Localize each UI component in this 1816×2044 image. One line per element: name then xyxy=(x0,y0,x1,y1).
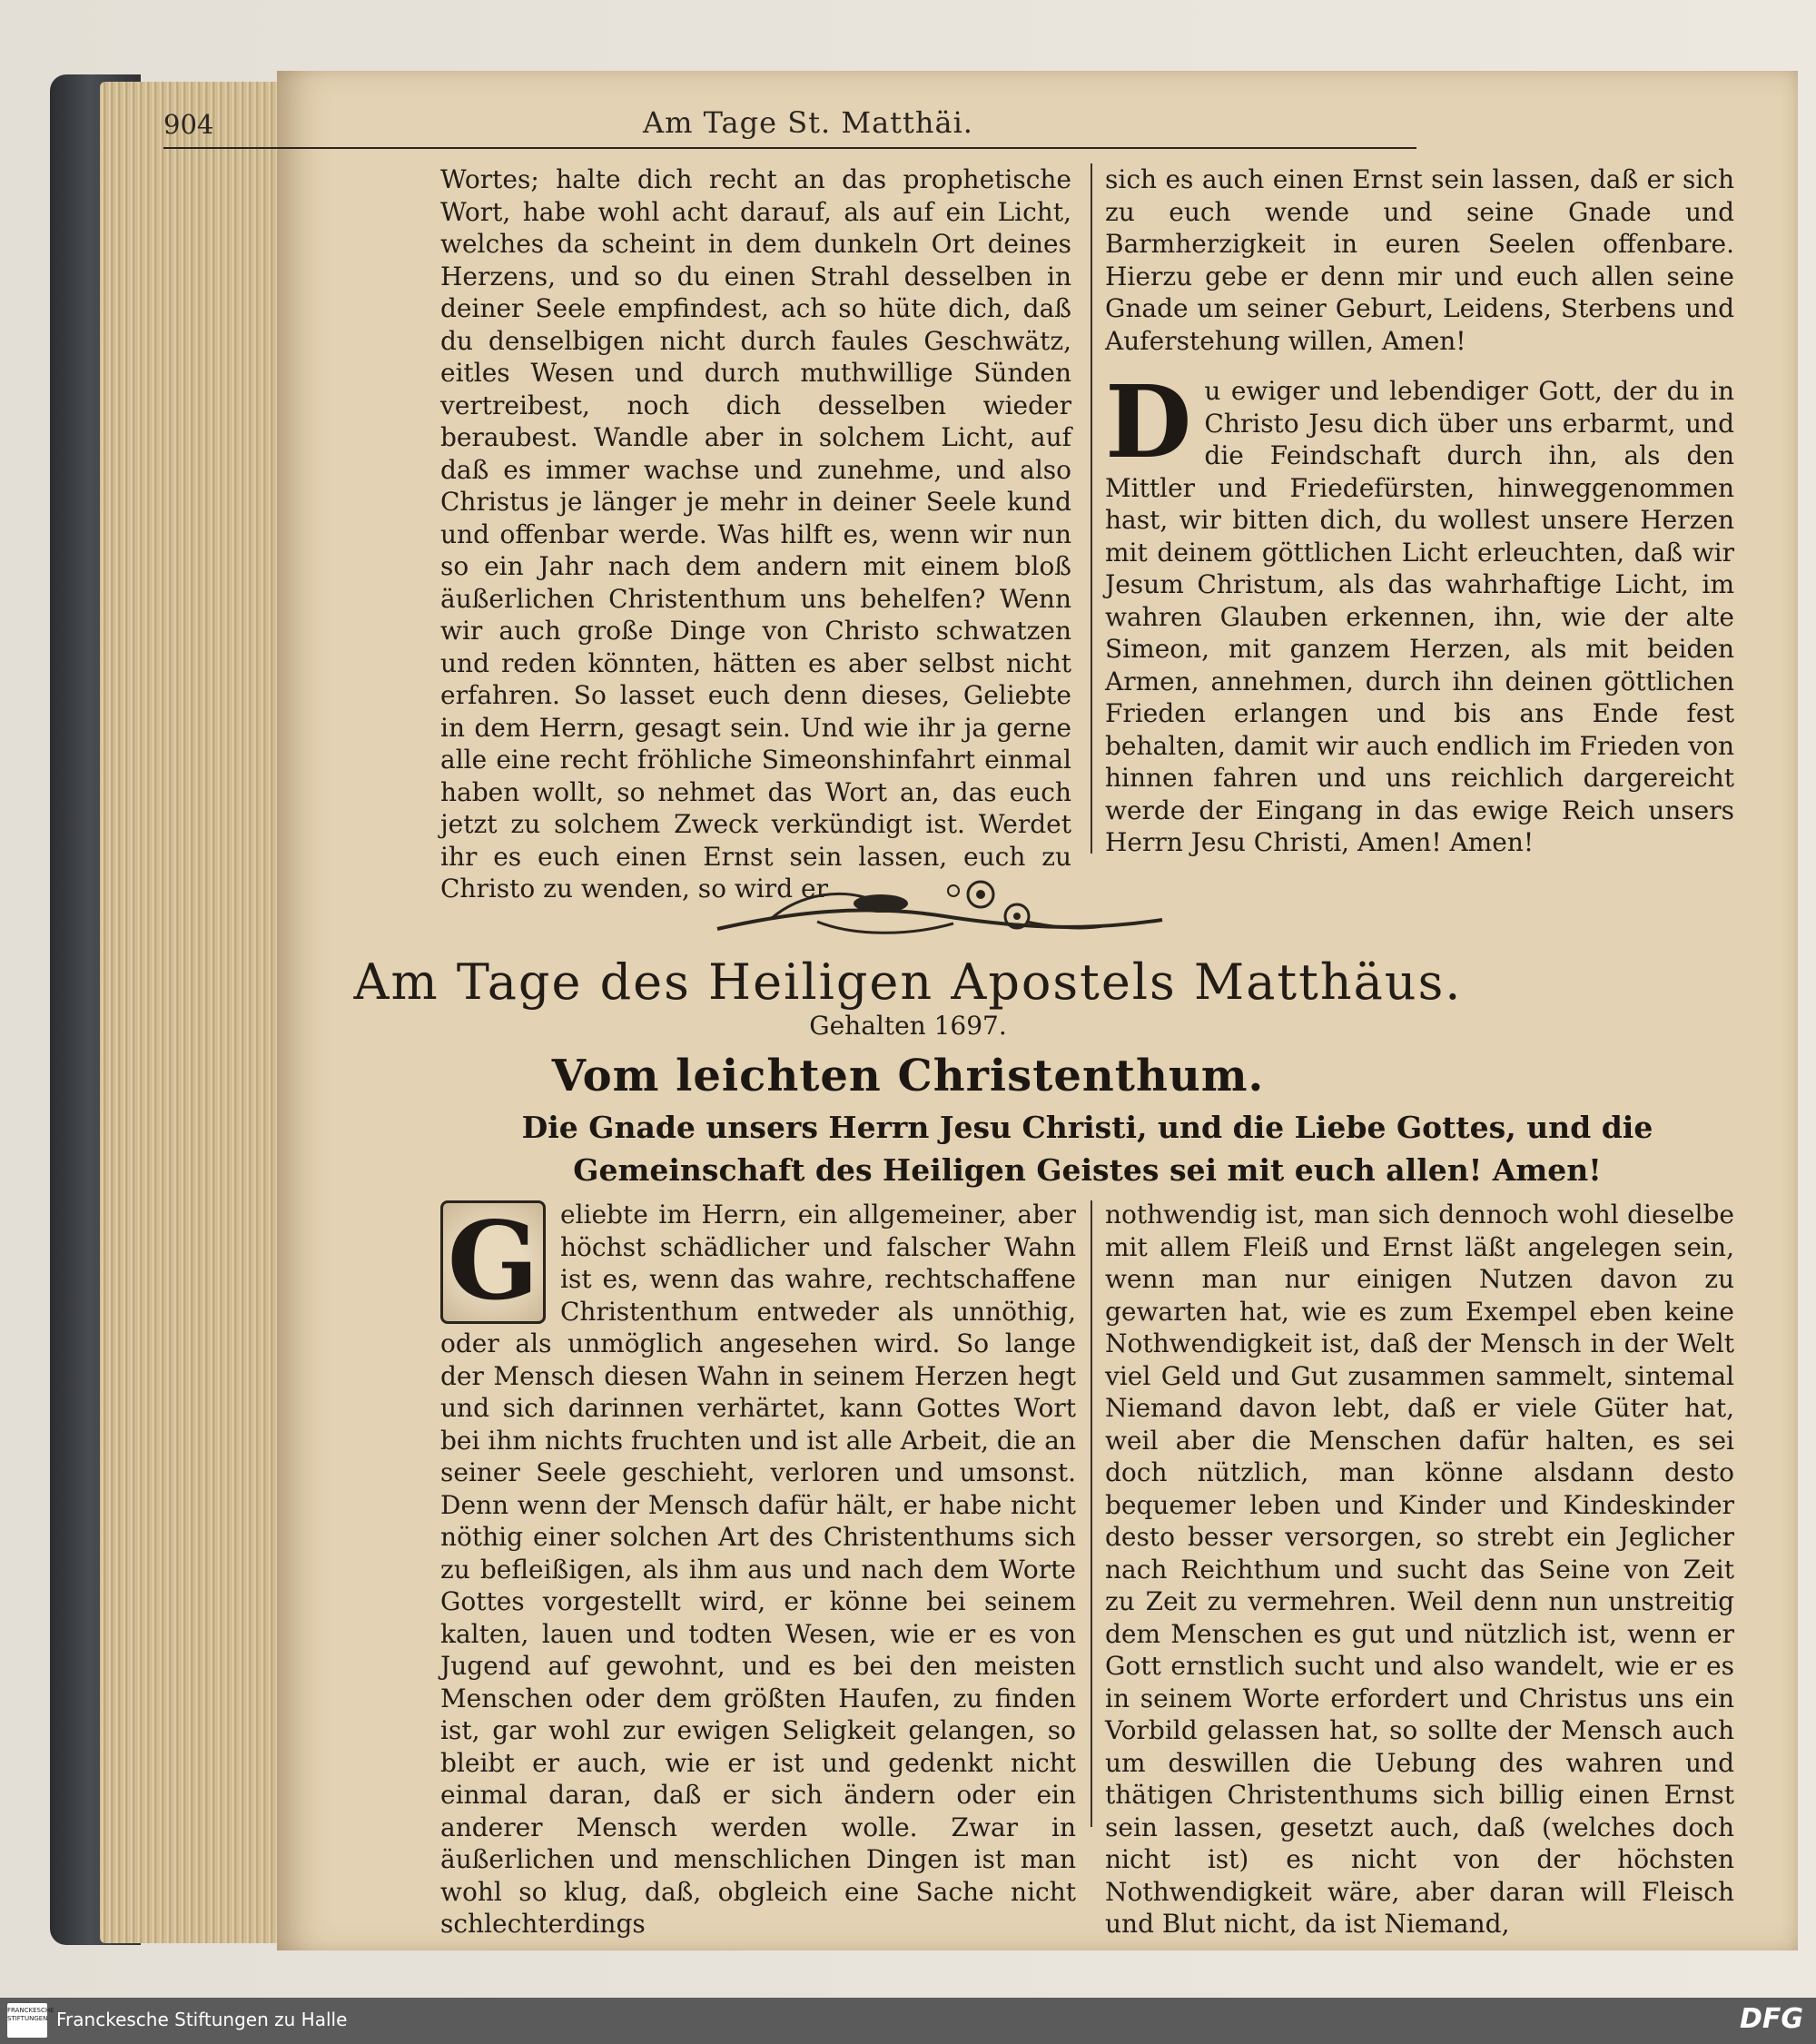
running-title: Am Tage St. Matthäi. xyxy=(643,105,973,140)
upper-right-intro: sich es auch einen Ernst sein lassen, daß er sich zu euch wende und seine Gnade und Barmherzigkeit in euren Seelen offenbare. Hierzu gebe er denn mir und euch allen seine Gnade um seiner Geburt, Leidens, Sterbens und Auferstehung willen, Amen! xyxy=(1105,164,1734,356)
prayer-text: u ewiger und lebendiger Gott, der du in Christo Jesu dich über uns erbarmt, und die Feindschaft durch ihn, als den Mittler und Friedefürsten, hinweggenommen hast, wir bitten dich, du wollest unsere Herzen mit deinem göttlichen Licht erleuchten, daß wir Jesum Christum, als das wahrhaftige Licht, im wahren Glauben erkennen, ihn, wie der alte Simeon, mit ganzem Herzen, als mit beiden Armen, annehmen, durch ihn deinen göttlichen Frieden erlangen und bis ans Ende fest behalten, damit wir auch endlich im Frieden von hinnen fahren und uns reichlich dargereicht werde der Eingang in das ewige Reich unsers Herrn Jesu Christi, Amen! Amen! xyxy=(1105,376,1734,857)
institution-logo: FRANCKESCHE STIFTUNGEN xyxy=(7,2003,47,2038)
lower-right-text: nothwendig ist, man sich dennoch wohl dieselbe mit allem Fleiß und Ernst läßt angelegen sein, wenn man nur einigen Nutzen davon zu gewarten hat, wie es zum Exempel eben keine Nothwendigkeit ist, daß der Mensch in der Welt viel Geld und Gut zusammen sammelt, sintemal Niemand davon lebt, daß er viele Güter hat, weil aber die Menschen dafür halten, es sei doch nützlich, man könne alsdann desto bequemer leben und Kinder und Kindeskinder desto besser versorgen, so strebt ein Jeglicher nach Reichthum und sucht das Seine von Zeit zu Zeit zu vermehren. Weil denn nun unstreitig dem Menschen es gut und nützlich ist, wenn er Gott ernstlich sucht und also wandelt, wie er es in seinem Worte erfordert und Christus uns ein Vorbild gelassen hat, so sollte der Mensch auch um deswillen die Uebung des wahren und thätigen Christenthums sich billig einen Ernst sein lassen, gesetzt auch, daß (welches doch nicht ist) es nicht von der höchsten Nothwendigkeit wäre, aber daran will Fleisch und Blut nicht, da ist Niemand, xyxy=(1105,1200,1734,1939)
prayer-paragraph xyxy=(1105,363,1734,859)
column-divider-upper xyxy=(1091,163,1092,854)
upper-right-column xyxy=(1105,163,1734,859)
column-divider-lower xyxy=(1091,1200,1092,1827)
footer-bar xyxy=(0,1998,1816,2044)
flower-ornament-icon xyxy=(708,876,1180,940)
sermon-subtitle: Vom leichten Christenthum. xyxy=(551,1051,1265,1101)
lower-right-column xyxy=(1105,1199,1734,1940)
sermon-date: Gehalten 1697. xyxy=(809,1011,1007,1041)
lower-left-column xyxy=(440,1199,1076,1940)
prayer-initial: D xyxy=(1105,363,1192,480)
lower-left-text: eliebte im Herrn, ein allgemeiner, aber höchst schädlicher und falscher Wahn ist es, wenn das wahre, rechtschaffene Christenthum entweder als unnöthig, oder als unmöglich angesehen wird. So lange der Mensch diesen Wahn in seinem Herzen hegt und sich darinnen verhärtet, kann Gottes Wort bei ihm nichts fruchten und ist alle Arbeit, die an seiner Seele geschieht, verloren und umsonst. Denn wenn der Mensch dafür hält, er habe nicht nöthig einer solchen Art des Christenthums sich zu befleißigen, als ihm aus und nach dem Worte Gottes vorgestellt wird, er könne bei seinem kalten, lauen und todten Wesen, wie er es von Jugend auf gewohnt, und es bei den meisten Menschen oder dem größten Haufen, zu finden ist, gar wohl zur ewigen Seligkeit gelangen, so bleibt er auch, wie er ist und gedenkt nicht einmal daran, daß er sich ändern oder ein anderer Mensch werden wolle. Zwar in äußerlichen und menschlichen Dingen ist man wohl so klug, daß, obgleich eine Sache nicht schlechterdings xyxy=(440,1200,1076,1939)
lower-left-paragraph xyxy=(440,1199,1076,1940)
funder-logo: DFG xyxy=(1739,2003,1803,2035)
institution-name: Franckesche Stiftungen zu Halle xyxy=(56,2009,348,2030)
sermon-salutation: Die Gnade unsers Herrn Jesu Christi, und die Liebe Gottes, und die Gemeinschaft des Heiligen Geistes sei mit euch allen! Amen! xyxy=(521,1110,1653,1188)
upper-left-column xyxy=(440,163,1071,905)
sermon-title: Am Tage des Heiligen Apostels Matthäus. xyxy=(353,953,1463,1011)
page-number: 904 xyxy=(163,109,214,140)
decorated-initial-icon: G xyxy=(440,1200,546,1324)
upper-left-text: Wortes; halte dich recht an das prophetische Wort, habe wohl acht darauf, als auf ein Licht, welches da scheint in dem dunkeln Ort deines Herzens, und so du einen Strahl desselben in deiner Seele empfindest, ach so hüte dich, daß du denselbigen nicht durch faules Geschwätz, eitles Wesen und durch muthwillige Sünden vertreibest, noch dich desselben wieder beraubest. Wandle aber in solchem Licht, auf daß es immer wachse und zunehme, und also Christus je länger je mehr in deiner Seele kund und offenbar werde. Was hilft es, wenn wir nun so ein Jahr nach dem andern mit einem bloß äußerlichen Christenthum uns behelfen? Wenn wir auch große Dinge von Christo schwatzen und reden könnten, hätten es aber selbst nicht erfahren. So lasset euch denn dieses, Geliebte in dem Herrn, gesagt sein. Und wie ihr ja gerne alle eine recht fröhliche Simeonshinfahrt einmal haben wollt, so nehmet das Wort an, das euch jetzt zu solchem Zweck verkündigt ist. Werdet ihr es euch einen Ernst sein lassen, euch zu Christo zu wenden, so wird er xyxy=(440,164,1071,904)
page-header xyxy=(163,102,1416,149)
